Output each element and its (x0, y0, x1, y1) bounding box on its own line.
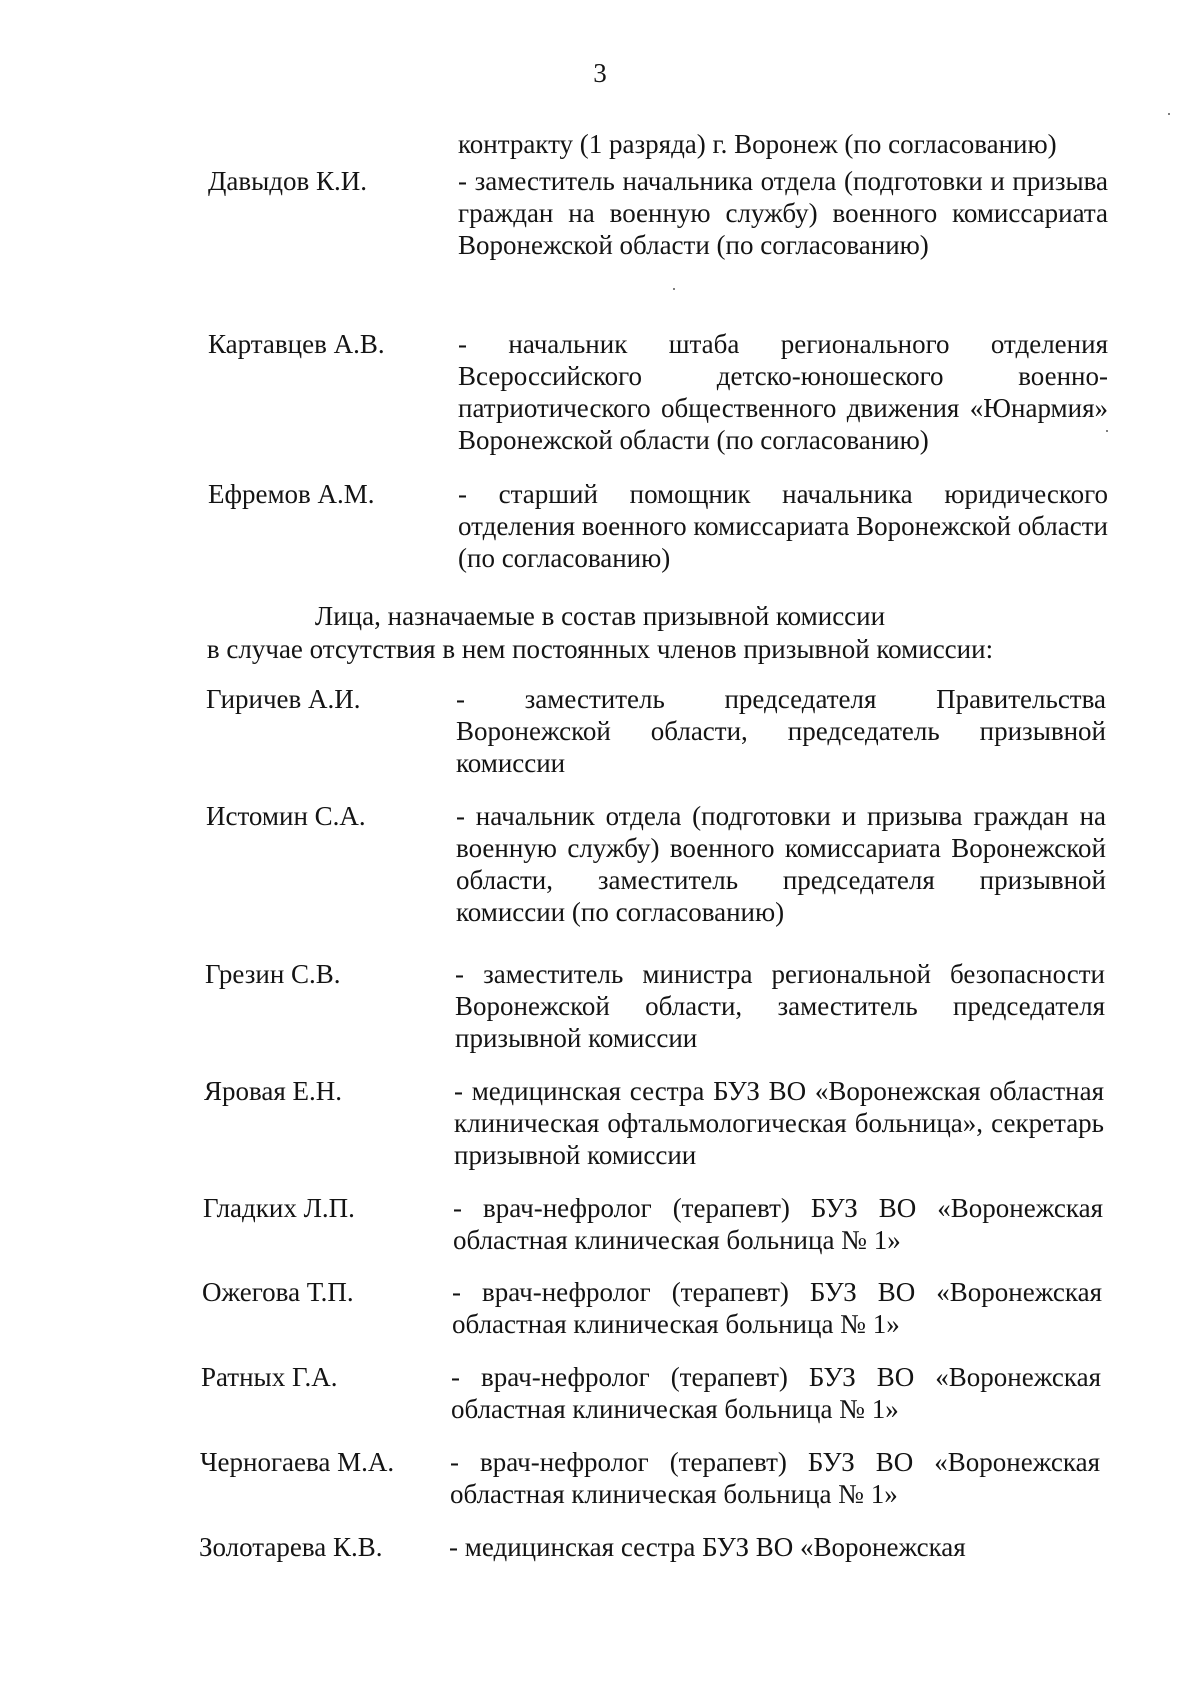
member-description: - заместитель начальника отдела (подготовки и призыва граждан на военную службу) военного комиссариата Воронежской области (по согласованию) (458, 166, 1108, 260)
member-description: - старший помощник начальника юридического отделения военного комиссариата Воронежской области (по согласованию) (458, 479, 1108, 573)
member-description: - врач-нефролог (терапевт) БУЗ ВО «Воронежская областная клиническая больница № 1» (451, 1362, 1101, 1424)
member-name: Ратных Г.А. (201, 1362, 338, 1392)
scan-speck (1106, 430, 1108, 432)
member-description: - заместитель председателя Правительства Воронежской области, председатель призывной комиссии (456, 684, 1106, 778)
member-description: - врач-нефролог (терапевт) БУЗ ВО «Воронежская областная клиническая больница № 1» (450, 1447, 1100, 1509)
member-name: Черногаева М.А. (200, 1447, 395, 1477)
member-name: Ефремов А.М. (208, 479, 375, 509)
member-description: - начальник отдела (подготовки и призыва граждан на военную службу) военного комиссариата Воронежской области, заместитель председателя призывной комиссии (по согласованию) (456, 801, 1106, 927)
member-name: Гиричев А.И. (206, 684, 361, 714)
scan-speck (1168, 113, 1170, 115)
member-name: Давыдов К.И. (208, 166, 368, 196)
section-heading-line: Лица, назначаемые в состав призывной комиссии (314, 601, 886, 631)
member-description: - заместитель министра региональной безопасности Воронежской области, заместитель председателя призывной комиссии (455, 959, 1105, 1053)
scan-speck (673, 288, 675, 290)
member-name: Ожегова Т.П. (202, 1277, 354, 1307)
member-description: - начальник штаба регионального отделения Всероссийского детско-юношеского военно-патриотического общественного движения «Юнармия» Воронежской области (по согласованию) (458, 329, 1108, 455)
member-description: - медицинская сестра БУЗ ВО «Воронежская областная клиническая офтальмологическая больница», секретарь призывной комиссии (454, 1076, 1104, 1170)
continuation-text: контракту (1 разряда) г. Воронеж (по согласованию) (458, 129, 1057, 159)
member-description: - врач-нефролог (терапевт) БУЗ ВО «Воронежская областная клиническая больница № 1» (453, 1193, 1103, 1255)
page-number: 3 (593, 58, 607, 88)
member-description: - врач-нефролог (терапевт) БУЗ ВО «Воронежская областная клиническая больница № 1» (452, 1277, 1102, 1339)
member-name: Яровая Е.Н. (204, 1076, 343, 1106)
member-name: Истомин С.А. (206, 801, 366, 831)
member-name: Золотарева К.В. (199, 1532, 383, 1562)
section-heading (0, 600, 1200, 666)
member-name: Гладких Л.П. (203, 1193, 355, 1223)
member-description: - медицинская сестра БУЗ ВО «Воронежская (449, 1532, 966, 1562)
member-name: Картавцев А.В. (208, 329, 385, 359)
member-name: Грезин С.В. (205, 959, 341, 989)
section-heading-line: в случае отсутствия в нем постоянных членов призывной комиссии: (206, 634, 994, 664)
